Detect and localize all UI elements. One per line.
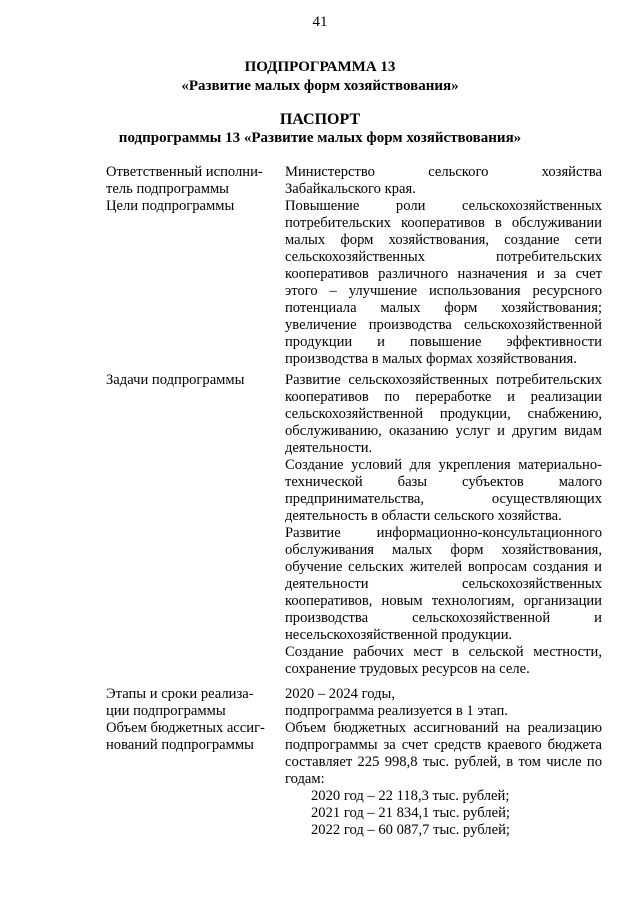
responsible-label: Ответственный исполни- тель подпрограммы [106, 164, 263, 197]
task-item: Развитие информационно-консультационного обслуживания малых форм хозяйствования, обучение сельских жителей вопросам создания и деятельности сельскохозяйственных кооперативов, новым технологиям, организации производства сельскохозяйственной и несельскохозяйственной продукции. [285, 525, 602, 643]
budget-year-line: 2021 год – 21 834,1 тыс. рублей; [311, 805, 510, 821]
stages-label: Этапы и сроки реализа- ции подпрограммы [106, 686, 254, 719]
budget-label: Объем бюджетных ассиг- нований подпрограммы [106, 720, 265, 753]
budget-intro: Объем бюджетных ассигнований на реализацию подпрограммы за счет средств краевого бюджета составляет 225 998,8 тыс. рублей, в том числе по годам: [285, 720, 602, 787]
tasks-value [285, 372, 602, 678]
budget-year-line: 2020 год – 22 118,3 тыс. рублей; [311, 788, 510, 804]
budget-year-line: 2022 год – 60 087,7 тыс. рублей; [311, 822, 510, 838]
page-number: 41 [312, 14, 328, 30]
goals-label: Цели подпрограммы [106, 198, 235, 214]
stages-note: подпрограмма реализуется в 1 этап. [285, 703, 508, 719]
passport-title: ПАСПОРТ [279, 111, 361, 128]
responsible-value: Министерство сельского хозяйства Забайкальского края. [285, 164, 602, 197]
tasks-label: Задачи подпрограммы [106, 372, 245, 388]
passport-subtitle: подпрограммы 13 «Развитие малых форм хозяйствования» [118, 130, 522, 146]
goals-value: Повышение роли сельскохозяйственных потребительских кооперативов в обслуживании малых форм хозяйствования, создание сети сельскохозяйственных потребительских кооперативов различного назначения и за счет этого – улучшение использования ресурсного потенциала малых форм хозяйствования; увеличение производства сельскохозяйственной продукции и повышение эффективности производства в малых формах хозяйствования. [285, 198, 602, 367]
task-item: Создание условий для укрепления материально-технической базы субъектов малого предпринимательства, осуществляющих деятельность в области сельского хозяйства. [285, 457, 602, 524]
task-item: Развитие сельскохозяйственных потребительских кооперативов по переработке и реализации сельскохозяйственной продукции, снабжению, обслуживанию, оказанию услуг и другим видам деятельности. [285, 372, 602, 456]
budget-value [285, 720, 602, 839]
subprogram-name: «Развитие малых форм хозяйствования» [181, 78, 459, 94]
stages-value [285, 686, 602, 720]
task-item: Создание рабочих мест в сельской местности, сохранение трудовых ресурсов на селе. [285, 644, 602, 677]
subprogram-title: ПОДПРОГРАММА 13 [244, 59, 396, 75]
stages-years: 2020 – 2024 годы, [285, 686, 395, 702]
